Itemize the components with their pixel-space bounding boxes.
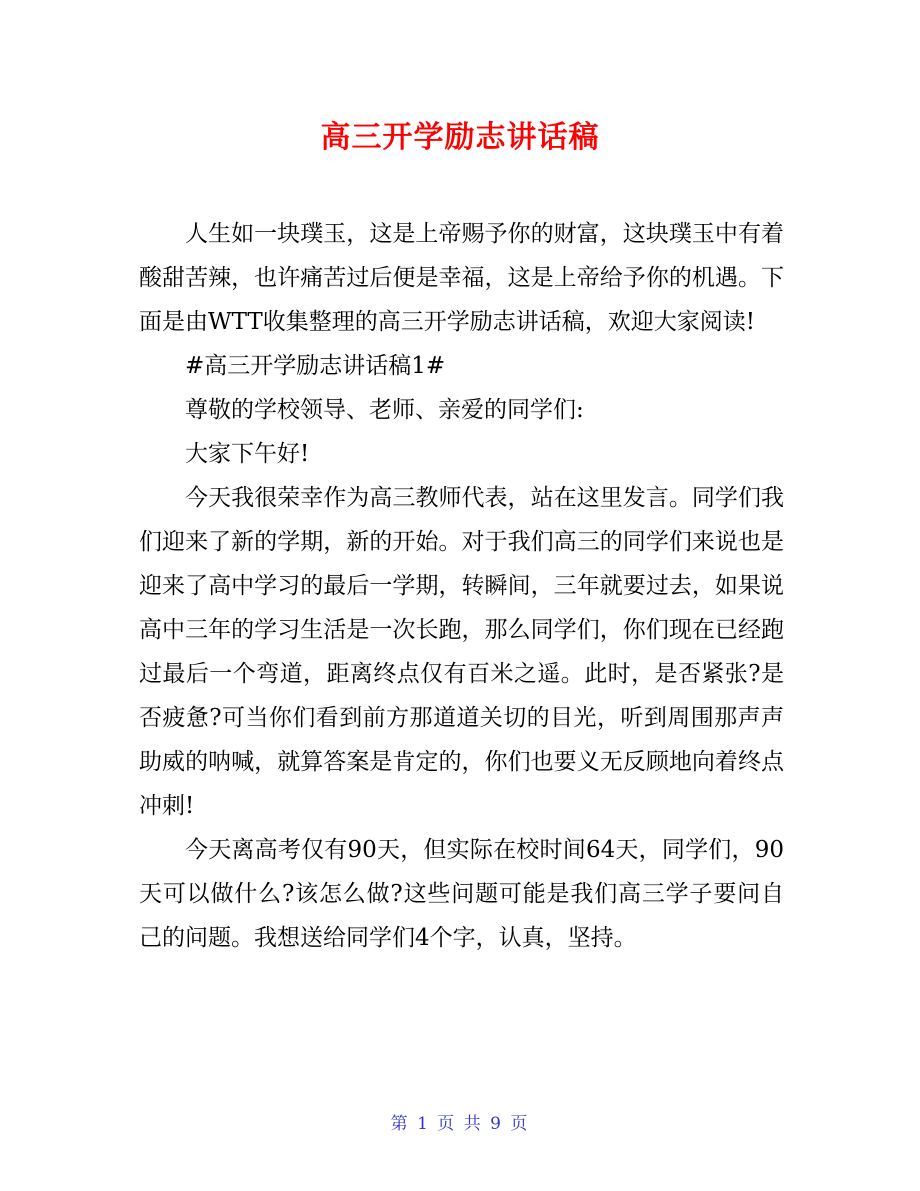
paragraph-greeting: 大家下午好! <box>185 441 310 467</box>
page-number-footer: 第 1 页 共 9 页 <box>390 1114 530 1134</box>
document-title: 高三开学励志讲话稿 <box>320 120 600 155</box>
paragraph-body-2: 今天离高考仅有90天，但实际在校时间64天，同学们，90天可以做什么?该怎么做?这些问题可能是我们高三学子要问自己的问题。我想送给同学们4个字，认真，坚持。 <box>139 837 784 951</box>
paragraph-salutation: 尊敬的学校领导、老师、亲爱的同学们: <box>185 397 584 423</box>
paragraph-section-heading: #高三开学励志讲话稿1# <box>185 353 446 379</box>
paragraph-body-1: 今天我很荣幸作为高三教师代表，站在这里发言。同学们我们迎来了新的学期，新的开始。对于我们高三的同学们来说也是迎来了高中学习的最后一学期，转瞬间，三年就要过去，如果说高中三年的学习生活是一次长跑，那么同学们，你们现在已经跑过最后一个弯道，距离终点仅有百米之遥。此时，是否紧张?是否疲惫?可当你们看到前方那道道关切的目光，听到周围那声声助威的呐喊，就算答案是肯定的，你们也要义无反顾地向着终点冲刺! <box>139 485 784 819</box>
paragraph-intro: 人生如一块璞玉，这是上帝赐予你的财富，这块璞玉中有着酸甜苦辣，也许痛苦过后便是幸福，这是上帝给予你的机遇。下面是由WTT收集整理的高三开学励志讲话稿，欢迎大家阅读! <box>139 221 784 335</box>
document-body <box>139 212 784 960</box>
